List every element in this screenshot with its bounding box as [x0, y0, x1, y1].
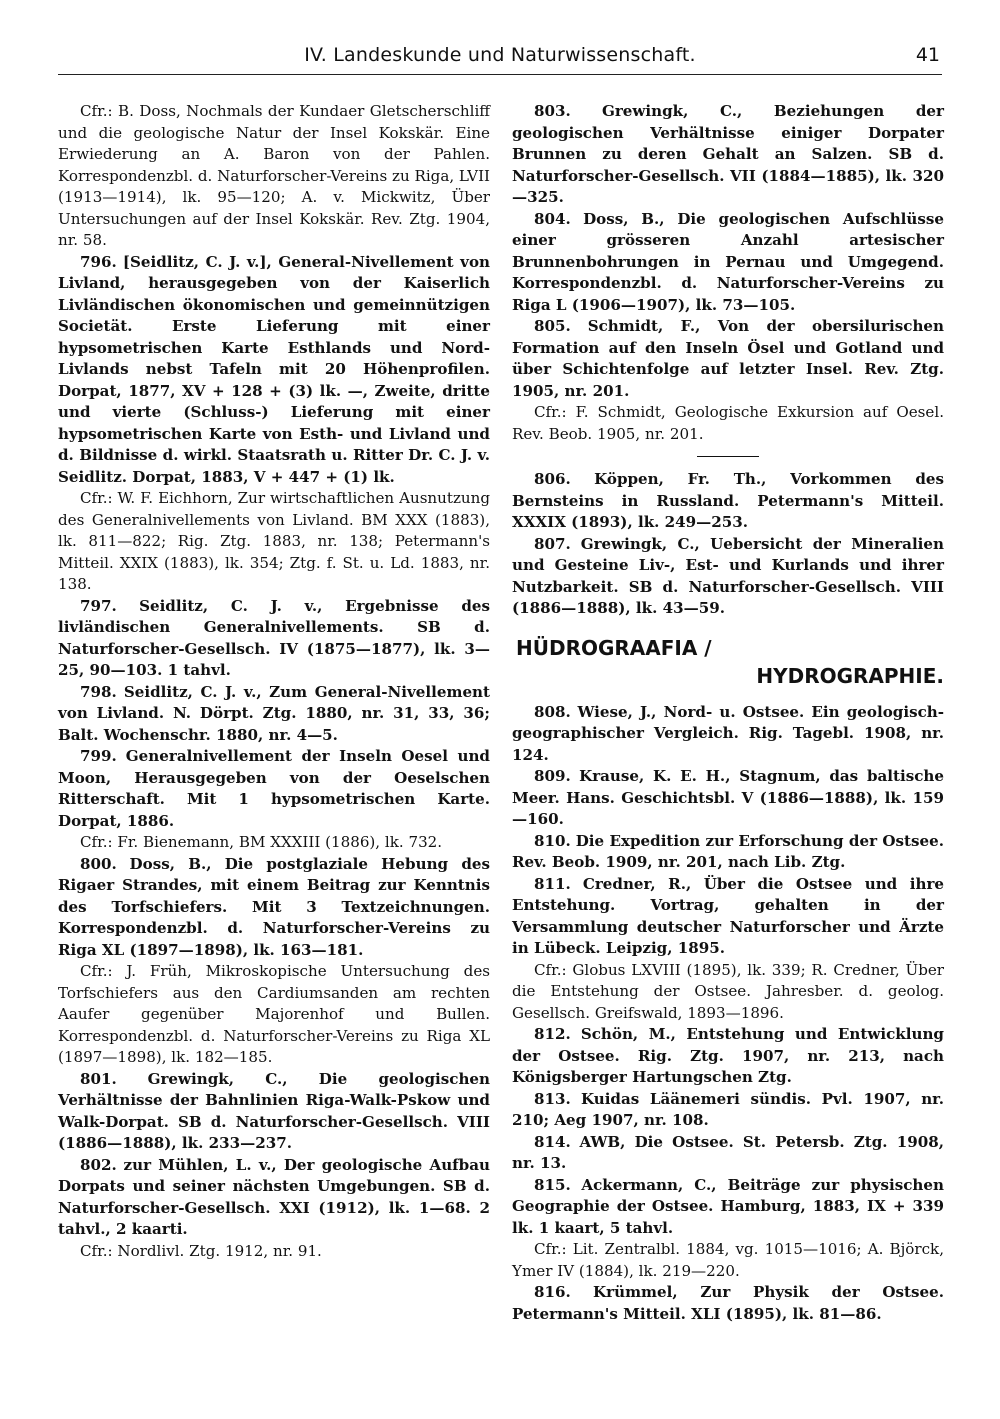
entry-cfr: Cfr.: J. Früh, Mikroskopische Untersuchung des Torfschiefers aus den Cardiumsanden am rechten Aaufer gegenüber Majorenhof und Bullen. Korrespondenzbl. d. Naturforscher-Vereins zu Riga XL (1897—1898), lk. 182—185. [58, 962, 490, 1066]
entry-number: 803. [534, 102, 571, 120]
entry-text: Kuidas Läänemeri sündis. Pvl. 1907, nr. 210; Aeg 1907, nr. 108. [512, 1089, 944, 1129]
entry-text: Grewingk, C., Uebersicht der Mineralien und Gesteine Liv-, Est- und Kurlands und ihrer Nutzbarkeit. SB d. Naturforscher-Gesellsch. VIII (1886—1888), lk. 43—59. [512, 534, 944, 617]
bib-entry [58, 596, 490, 682]
right-column [512, 101, 944, 1325]
entry-text: Grewingk, C., Beziehungen der geologischen Verhältnisse einiger Dorpater Brunnen zu deren Gehalt an Salzen. SB d. Naturforscher-Gesellsch. VII (1884—1885), lk. 320—325. [512, 102, 944, 206]
entry-number: 814. [534, 1132, 571, 1151]
bib-entry [512, 1024, 944, 1089]
entry-cfr: Cfr.: F. Schmidt, Geologische Exkursion auf Oesel. Rev. Beob. 1905, nr. 201. [512, 403, 944, 443]
entry-text: [Seidlitz, C. J. v.], General-Nivellement von Livland, herausgegeben von der Kaiserlich Livländischen ökonomischen und gemeinnützigen Societät. Erste Lieferung mit einer hypsometrischen Karte Esthlands und Nord-Livlands nebst Tafeln mit 20 Höhenprofilen. Dorpat, 1877, XV + 128 + (3) lk. —, Zweite, dritte und vierte (Schluss-) Lieferung mit einer hypsometrischen Karte von Esth- und Livland und d. Bildnisse d. wirkl. Staatsrath u. Ritter Dr. C. J. v. Seidlitz. Dorpat, 1883, V + 447 + (1) lk. [58, 252, 490, 486]
entry-number: 811. [534, 874, 571, 893]
bib-entry-cfr [512, 402, 944, 445]
entry-text: Seidlitz, C. J. v., Zum General-Nivellement von Livland. N. Dörpt. Ztg. 1880, nr. 31, 33, 36; Balt. Wochenschr. 1880, nr. 4—5. [58, 682, 490, 744]
entry-number: 810. [534, 831, 571, 850]
entry-text: Grewingk, C., Die geologischen Verhältnisse der Bahnlinien Riga-Walk-Pskow und Walk-Dorpat. SB d. Naturforscher-Gesellsch. VIII (1886—1888), lk. 233—237. [58, 1069, 490, 1152]
entry-text: Köppen, Fr. Th., Vorkommen des Bernsteins in Russland. Petermann's Mitteil. XXXIX (1893), lk. 249—253. [512, 470, 944, 531]
entry-cfr: Cfr.: Globus LXVIII (1895), lk. 339; R. Credner, Über die Entstehung der Ostsee. Jahresber. d. geolog. Gesellsch. Greifswald, 1893—1896. [512, 960, 944, 1022]
entry-text: Die Expedition zur Erforschung der Ostsee. Rev. Beob. 1909, nr. 201, nach Lib. Ztg. [512, 831, 944, 871]
entry-text: Schön, M., Entstehung und Entwicklung der Ostsee. Rig. Ztg. 1907, nr. 213, nach Königsberger Hartungschen Ztg. [512, 1025, 944, 1086]
entry-number: 815. [534, 1175, 571, 1194]
entry-text: Krause, K. E. H., Stagnum, das baltische Meer. Hans. Geschichtsbl. V (1886—1888), lk. 159—160. [512, 767, 944, 828]
running-header [58, 38, 942, 78]
entry-text: Generalnivellement der Inseln Oesel und Moon, Herausgegeben von der Oeselschen Ritterschaft. Mit 1 hypsometrischen Karte. Dorpat, 1886. [58, 747, 490, 830]
entry-number: 804. [534, 209, 571, 228]
entry-number: 805. [534, 317, 571, 335]
header-rule [58, 74, 942, 75]
entry-text: Doss, B., Die geologischen Aufschlüsse einer grösseren Anzahl artesischer Brunnenbohrungen in Pernau und Umgegend. Korrespondenzbl. d. Naturforscher-Vereins zu Riga L (1906—1907), lk. 73—105. [512, 209, 944, 314]
bib-entry-cfr [58, 1241, 490, 1263]
bib-entry [512, 702, 944, 767]
left-column [58, 101, 490, 1262]
entry-cfr: Cfr.: Nordlivl. Ztg. 1912, nr. 91. [80, 1241, 322, 1260]
bib-entry-cfr [512, 960, 944, 1025]
entry-number: 806. [534, 470, 571, 488]
entry-number: 816. [534, 1283, 571, 1301]
entry-number: 798. [80, 682, 117, 701]
bib-entry-cfr [58, 832, 490, 854]
bib-entry [512, 831, 944, 874]
entry-number: 808. [534, 702, 571, 721]
entry-cfr: Cfr.: Lit. Zentralbl. 1884, vg. 1015—1016; A. Björck, Ymer IV (1884), lk. 219—220. [512, 1240, 944, 1280]
section-heading-german: HYDROGRAPHIE. [756, 663, 944, 688]
entry-number: 797. [80, 596, 117, 615]
entry-cfr: Cfr.: W. F. Eichhorn, Zur wirtschaftlichen Ausnutzung des Generalnivellements von Livland. BM XXX (1883), lk. 811—822; Rig. Ztg. 1883, nr. 138; Petermann's Mitteil. XXIX (1883), lk. 354; Ztg. f. St. u. Ld. 1883, nr. 138. [58, 489, 490, 593]
entry-cfr: Cfr.: Fr. Bienemann, BM XXXIII (1886), lk. 732. [80, 833, 443, 851]
section-heading [512, 634, 944, 690]
entry-text: zur Mühlen, L. v., Der geologische Aufbau Dorpats und seiner nächsten Umgebungen. SB d. Naturforscher-Gesellsch. XXI (1912), lk. 1—68. 2 tahvl., 2 kaarti. [58, 1155, 490, 1238]
bib-entry [512, 101, 944, 209]
section-heading-estonian: HÜDROGRAAFIA / [516, 635, 712, 660]
page-number: 41 [915, 44, 940, 66]
entry-number: 807. [534, 534, 571, 553]
entry-text: Seidlitz, C. J. v., Ergebnisse des livländischen Generalnivellements. SB d. Naturforscher-Gesellsch. IV (1875—1877), lk. 3—25, 90—103. 1 tahvl. [58, 596, 490, 679]
bib-entry [512, 766, 944, 831]
bib-entry [58, 746, 490, 832]
bib-entry-cfr [58, 961, 490, 1069]
bib-entry [512, 316, 944, 402]
bib-entry [58, 682, 490, 747]
bib-entry [512, 1175, 944, 1240]
bib-entry [512, 534, 944, 620]
bib-entry [512, 209, 944, 317]
entry-text: AWB, Die Ostsee. St. Petersb. Ztg. 1908, nr. 13. [512, 1132, 944, 1172]
section-divider [697, 456, 759, 457]
entry-number: 813. [534, 1089, 571, 1108]
bib-entry [58, 252, 490, 489]
entry-number: 796. [80, 252, 117, 271]
entry-text: Ackermann, C., Beiträge zur physischen Geographie der Ostsee. Hamburg, 1883, IX + 339 lk. 1 kaart, 5 tahvl. [512, 1175, 944, 1237]
bib-entry [58, 101, 490, 252]
entry-text: Credner, R., Über die Ostsee und ihre Entstehung. Vortrag, gehalten in der Versammlung deutscher Naturforscher und Ärzte in Lübeck. Leipzig, 1895. [512, 874, 944, 957]
entry-number: 799. [80, 747, 117, 765]
entry-number: 800. [80, 854, 117, 873]
bib-entry [512, 469, 944, 534]
entry-text: Wiese, J., Nord- u. Ostsee. Ein geologisch-geographischer Vergleich. Rig. Tagebl. 1908, nr. 124. [512, 702, 944, 764]
entry-cfr: Cfr.: B. Doss, Nochmals der Kundaer Gletscherschliff und die geologische Natur der Insel Kokskär. Eine Erwiederung an A. Baron von der Pahlen. Korrespondenzbl. d. Naturforscher-Vereins zu Riga, LVII (1913—1914), lk. 95—120; A. v. Mickwitz, Über Untersuchungen auf der Insel Kokskär. Rev. Ztg. 1904, nr. 58. [58, 102, 490, 249]
bib-entry [512, 874, 944, 960]
entry-number: 812. [534, 1025, 571, 1043]
bib-entry [512, 1089, 944, 1132]
bib-entry-cfr [58, 488, 490, 596]
bib-entry [58, 854, 490, 962]
bib-entry [58, 1155, 490, 1241]
entry-number: 801. [80, 1069, 117, 1088]
entry-number: 809. [534, 767, 571, 785]
entry-text: Doss, B., Die postglaziale Hebung des Rigaer Strandes, mit einem Beitrag zur Kenntnis des Torfschiefers. Mit 3 Textzeichnungen. Korrespondenzbl. d. Naturforscher-Vereins zu Riga XL (1897—1898), lk. 163—181. [58, 854, 490, 959]
bib-entry-cfr [512, 1239, 944, 1282]
running-title: IV. Landeskunde und Naturwissenschaft. [304, 44, 696, 66]
bib-entry [512, 1132, 944, 1175]
bib-entry [512, 1282, 944, 1325]
entry-number: 802. [80, 1155, 117, 1174]
bib-entry [58, 1069, 490, 1155]
entry-text: Krümmel, Zur Physik der Ostsee. Petermann's Mitteil. XLI (1895), lk. 81—86. [512, 1283, 944, 1323]
entry-text: Schmidt, F., Von der obersilurischen Formation auf den Inseln Ösel und Gotland und über Schichtenfolge auf letzter Insel. Rev. Ztg. 1905, nr. 201. [512, 317, 944, 400]
